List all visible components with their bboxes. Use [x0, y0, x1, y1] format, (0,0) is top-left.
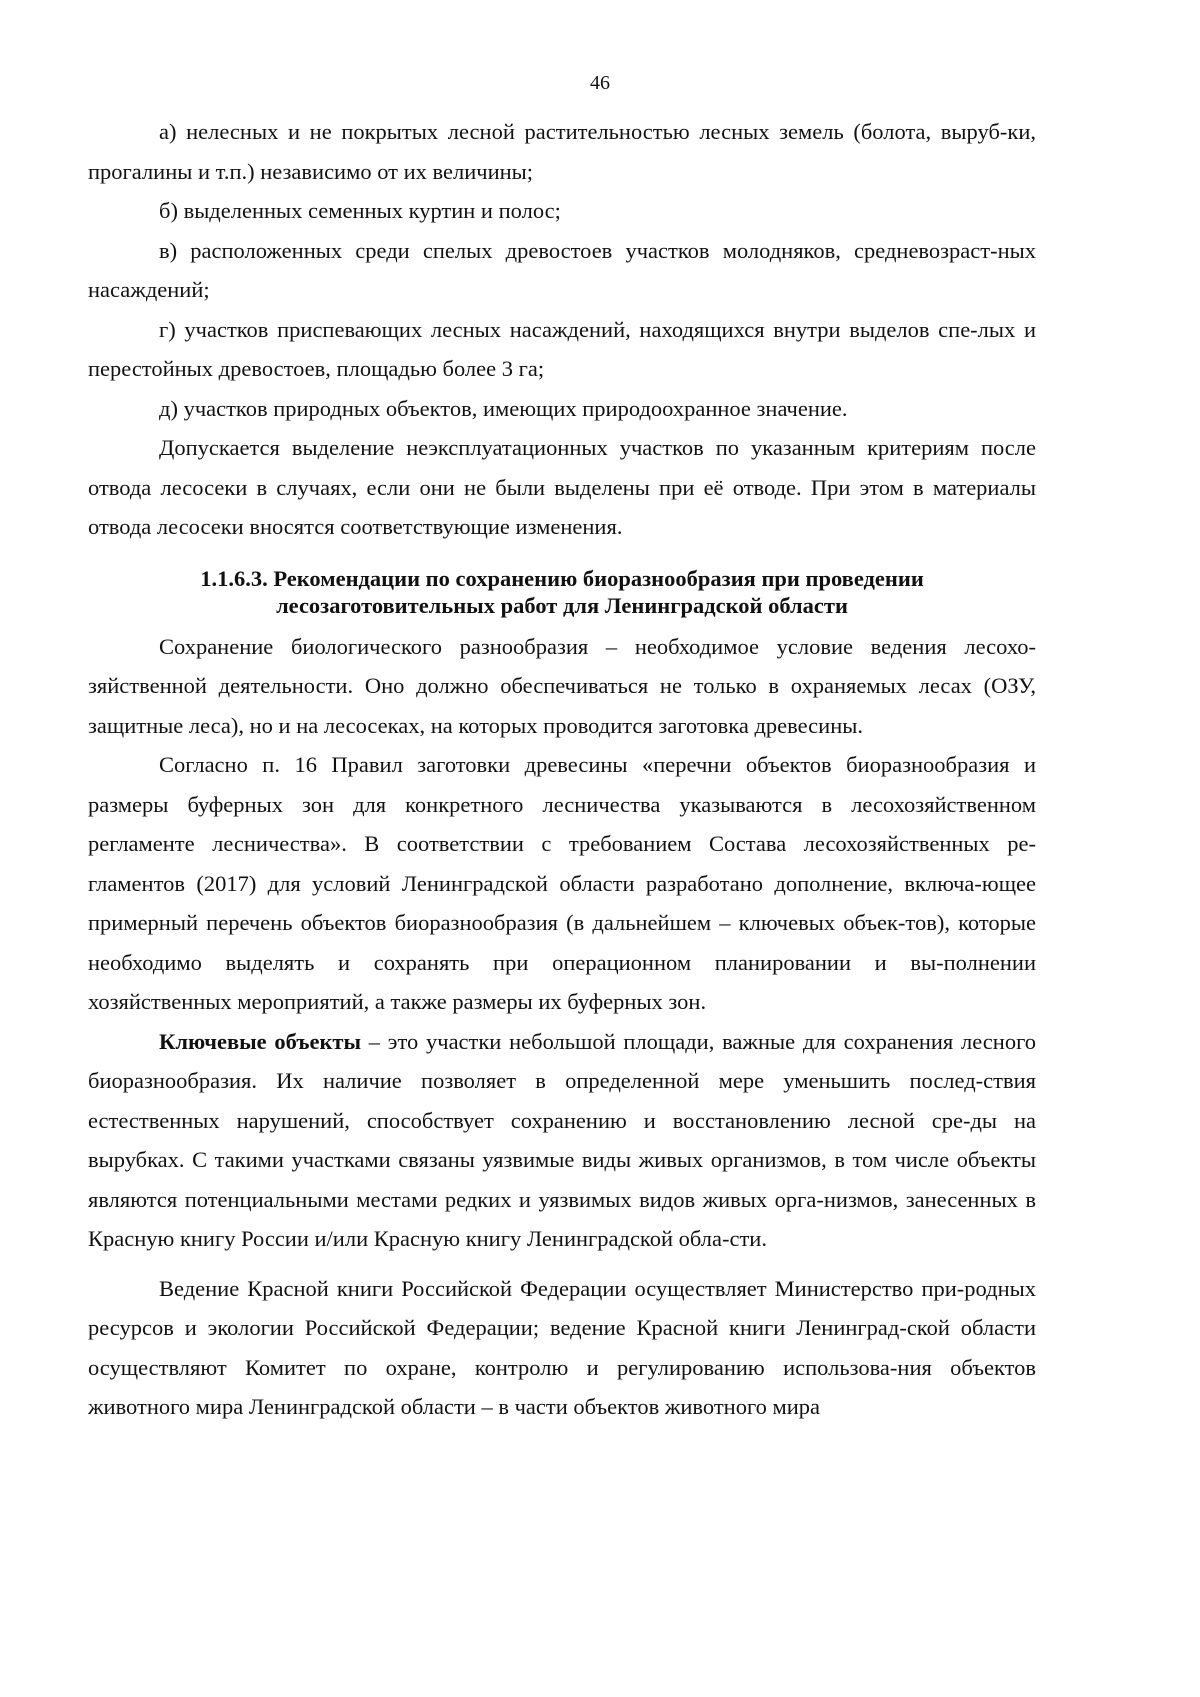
section-heading — [88, 565, 1036, 619]
paragraph-rules: Согласно п. 16 Правил заготовки древесины «перечни объектов биоразнообразия и размеры буферных зон для конкретного лесничества указываются в лесохозяйственном регламенте лесничества». В соответствии с требованием Состава лесохозяйственных ре-гламентов (2017) для условий Ленинградской области разработано дополнение, включа-ющее примерный перечень объектов биоразнообразия (в дальнейшем – ключевых объек-тов), которые необходимо выделять и сохранять при операционном планировании и вы-полнении хозяйственных мероприятий, а также размеры их буферных зон. — [88, 752, 1036, 1014]
list-item-a: а) нелесных и не покрытых лесной растительностью лесных земель (болота, выруб-ки, прогалины и т.п.) независимо от их величины; — [88, 119, 1036, 184]
key-objects-text: – это участки небольшой площади, важные для сохранения лесного биоразнообразия. Их наличие позволяет в определенной мере уменьшить послед-ствия естественных нарушений, способствует сохранению и восстановлению лесной сре-ды на вырубках. С такими участками связаны уязвимые виды живых организмов, в том числе объекты являются потенциальными местами редких и уязвимых видов живых орга-низмов, занесенных в Красную книгу России и/или Красную книгу Ленинградской обла-сти. — [88, 1028, 1036, 1251]
list-item-b: б) выделенных семенных куртин и полос; — [159, 198, 561, 223]
key-objects-term: Ключевые объекты — [159, 1028, 362, 1054]
page-content — [88, 112, 1036, 1427]
list-item-e: д) участков природных объектов, имеющих природоохранное значение. — [159, 395, 848, 421]
page-number: 46 — [590, 72, 610, 94]
paragraph-allowed: Допускается выделение неэксплуатационных участков по указанным критериям после отвода лесосеки в случаях, если они не были выделены при её отводе. При этом в материалы отвода лесосеки вносятся соответствующие изменения. — [88, 435, 1036, 539]
paragraph-red-book: Ведение Красной книги Российской Федерации осуществляет Министерство при-родных ресурсов и экологии Российской Федерации; ведение Красной книги Ленинград-ской области осуществляют Комитет по охране, контролю и регулированию использова-ния объектов животного мира Ленинградской области – в части объектов животного мира — [88, 1275, 1036, 1419]
list-item-c: в) расположенных среди спелых древостоев участков молодняков, средневозраст-ных насаждений; — [88, 237, 1036, 302]
list-item-d: г) участков приспевающих лесных насаждений, находящихся внутри выделов спе-лых и перестойных древостоев, площадью более 3 га; — [88, 316, 1036, 381]
paragraph-key-objects — [88, 1022, 1036, 1259]
section-heading-line-1: 1.1.6.3. Рекомендации по сохранению биоразнообразия при проведении — [200, 565, 924, 591]
section-heading-line-2: лесозаготовительных работ для Ленинградской области — [276, 592, 848, 618]
paragraph-preservation: Сохранение биологического разнообразия – необходимое условие ведения лесохо-зяйственной деятельности. Оно должно обеспечиваться не только в охраняемых лесах (ОЗУ, защитные леса), но и на лесосеках, на которых проводится заготовка древесины. — [88, 633, 1036, 738]
